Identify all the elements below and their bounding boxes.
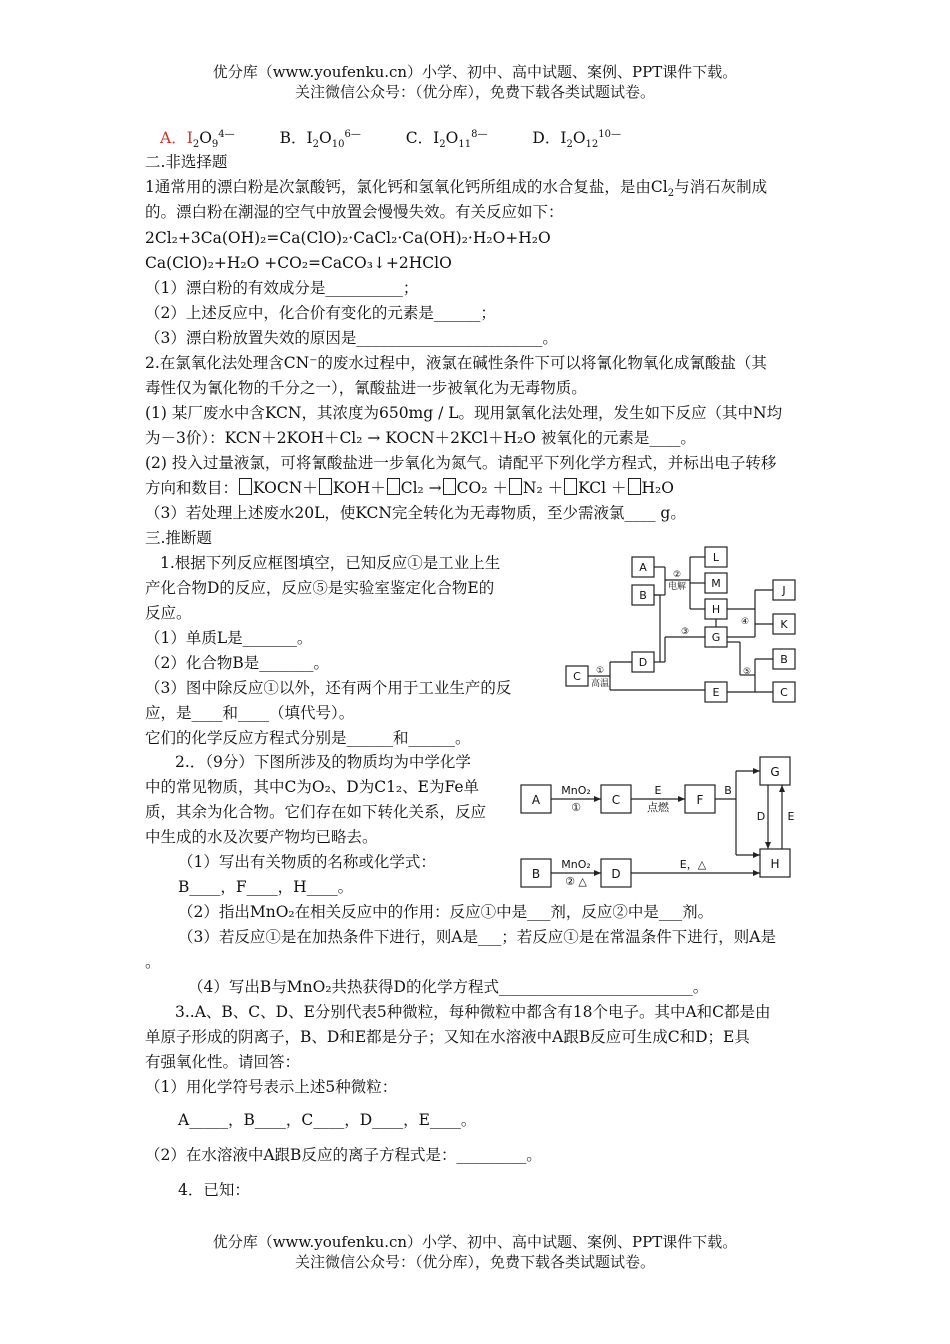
q1-line-1: 1通常用的漂白粉是次氯酸钙，氯化钙和氢氧化钙所组成的水合复盐，是由$Cl_2$与消石灰制成: [145, 178, 768, 200]
s3q1-sub-3c: 它们的化学反应方程式分别是______和______。: [145, 729, 471, 747]
box-l-label: L: [712, 551, 720, 564]
s3q2-sub-4: （4）写出B与MnO₂共热获得D的化学方程式_________________________。: [188, 978, 709, 996]
s3q1-sub-3b: 应，是____和____（填代号）。: [145, 704, 355, 722]
edge-b-label: B: [724, 784, 732, 797]
coefficient-box[interactable]: [564, 478, 577, 495]
s3q3-sub-2: （2）在水溶液中A跟B反应的离子方程式是：_________。: [145, 1146, 542, 1164]
option-a: A．I: [160, 129, 193, 147]
box-j-label: J: [782, 584, 786, 597]
s3q4-line-1: 4．已知：: [178, 1181, 250, 1199]
s3q2-sub-1b: B____，F____，H____。: [178, 878, 354, 896]
electrolysis-label: 电解: [667, 582, 687, 592]
reaction-4-label: ④: [740, 617, 750, 627]
s3q2-line-1: 2.．（9分）下图所涉及的物质均为中学化学: [175, 753, 471, 771]
reaction-1-label: ①: [595, 666, 605, 676]
s3q2-line-3: 质，其余为化合物。它们存在如下转化关系，反应: [145, 803, 487, 821]
coefficient-box[interactable]: [319, 478, 332, 495]
box-a-label: A: [531, 793, 541, 807]
reaction-2-label: ②: [672, 570, 682, 580]
box-h-label: H: [711, 603, 721, 616]
s3q1-sub-2: （2）化合物B是_______。: [145, 654, 330, 672]
reaction-2-label: ② △: [565, 875, 587, 888]
section-title-nonchoice: 二.非选择题: [145, 153, 228, 171]
q2-sub-3: （3）若处理上述废水20L，使KCN完全转化为无毒物质，至少需液氯____ g。: [145, 504, 686, 522]
high-temp-label: 高温: [590, 679, 610, 689]
coefficient-box[interactable]: [387, 478, 400, 495]
ignite-label: 点燃: [647, 801, 669, 814]
box-h-label: H: [770, 857, 780, 871]
option-b: B．$I_2O_{10}^{6—}$: [279, 128, 361, 151]
box-g-label: G: [770, 765, 780, 779]
mno2-label-1: MnO₂: [561, 784, 591, 797]
q1-equation-1: 2Cl₂+3Ca(OH)₂=Ca(ClO)₂·CaCl₂·Ca(OH)₂·H₂O+H₂O: [145, 229, 551, 247]
q1-line-2: 的。漂白粉在潮湿的空气中放置会慢慢失效。有关反应如下：: [145, 203, 564, 221]
box-b-label: B: [639, 589, 647, 602]
edge-e-label: E: [654, 784, 662, 797]
coefficient-box[interactable]: [239, 478, 252, 495]
section-title-inference: 三.推断题: [145, 529, 212, 547]
edge-d-label: D: [756, 810, 766, 823]
s3q3-line-1: 3..A、B、C、D、E分别代表5种微粒，每种微粒中都含有18个电子。其中A和C都是由: [175, 1003, 771, 1021]
box-k-label: K: [780, 618, 788, 631]
footer-line-1: 优分库（www.youfenku.cn）小学、初中、高中试题、案例、PPT课件下载。: [212, 1233, 738, 1251]
reaction-flowchart-2: [518, 752, 808, 892]
q2-line-5: (2) 投入过量液氯，可将氰酸盐进一步氧化为氮气。请配平下列化学方程式，并标出电子转移: [145, 454, 777, 472]
s3q2-line-4: 中生成的水及次要产物均已略去。: [145, 828, 378, 846]
s3q1-sub-1: （1）单质L是_______。: [145, 629, 313, 647]
s3q3-sub-1: （1）用化学符号表示上述5种微粒：: [145, 1078, 398, 1096]
s3q2-sub-2: （2）指出MnO₂在相关反应中的作用：反应①中是___剂，反应②中是___剂。: [178, 903, 714, 921]
box-d-label: D: [638, 656, 648, 669]
q1-equation-2: Ca(ClO)₂+H₂O +CO₂=CaCO₃↓+2HClO: [145, 254, 452, 272]
edge-e-heat-label: E，△: [679, 858, 707, 871]
box-a-label: A: [639, 561, 647, 574]
s3q2-line-2: 中的常见物质，其中C为O₂、D为C1₂、E为Fe单: [145, 778, 480, 796]
option-d: D．$I_2O_{12}^{10—}$: [532, 128, 622, 151]
coefficient-box[interactable]: [509, 478, 522, 495]
box-b-label: B: [531, 867, 541, 881]
q2-line-4: 为－3价）：KCN＋2KOH＋Cl₂ → KOCN＋2KCl＋H₂O 被氧化的元素是____。: [145, 429, 696, 447]
q2-balance-equation: 方向和数目： KOCN＋ KOH＋ Cl₂ → CO₂ ＋ N₂ ＋ KCl ＋ H₂O: [145, 479, 674, 497]
reaction-1-label: ①: [571, 801, 581, 814]
q2-line-1: 2.在氯氧化法处理含CN⁻的废水过程中，液氯在碱性条件下可以将氰化物氧化成氰酸盐（其: [145, 354, 767, 372]
reaction-5-label: ⑤: [742, 667, 752, 677]
option-c: C．$I_2O_{11}^{8—}$: [405, 128, 488, 151]
box-c-label: C: [573, 670, 581, 683]
box-f-label: F: [696, 793, 704, 807]
answer-options: A．$I_2O_9^{4—}$ B．$I_2O_{10}^{6—}$ C．$I_2O_{11}^{8—}$ D．$I_2O_{12}^{10—}$: [160, 128, 622, 151]
s3q3-line-3: 有强氧化性。请回答：: [145, 1053, 301, 1071]
reaction-flowchart-1: [560, 542, 810, 712]
box-d-label: D: [611, 867, 621, 881]
s3q3-line-2: 单原子形成的阴离子，B、D和E都是分子；又知在水溶液中A跟B反应可生成C和D；E具: [145, 1028, 750, 1046]
header-line-2: 关注微信公众号：（优分库），免费下载各类试题试卷。: [294, 83, 655, 101]
q1-sub-1: （1）漂白粉的有效成分是__________；: [145, 279, 419, 297]
box-b2-label: B: [780, 653, 788, 666]
s3q2-sub-1: （1）写出有关物质的名称或化学式：: [178, 853, 436, 871]
q1-sub-3: （3）漂白粉放置失效的原因是________________________。: [145, 329, 558, 347]
reaction-3-label: ③: [680, 627, 690, 637]
q1-sub-2: （2）上述反应中，化合价有变化的元素是______；: [145, 304, 496, 322]
box-c2-label: C: [780, 686, 788, 699]
box-e-label: E: [712, 686, 720, 699]
box-c-label: C: [611, 793, 621, 807]
s3q3-sub-1b: A_____，B____，C____，D____，E____。: [178, 1111, 477, 1129]
s3q1-line-2: 产化合物D的反应，反应⑤是实验室鉴定化合物E的: [145, 579, 495, 597]
s3q1-line-3: 反应。: [145, 604, 192, 622]
mno2-label-2: MnO₂: [561, 858, 591, 871]
s3q1-sub-3: （3）图中除反应①以外，还有两个用于工业生产的反: [145, 679, 512, 697]
coefficient-box[interactable]: [443, 478, 456, 495]
edge-e2-label: E: [787, 810, 795, 823]
footer-line-2: 关注微信公众号：（优分库），免费下载各类试题试卷。: [294, 1253, 655, 1271]
q2-line-3: (1) 某厂废水中含KCN，其浓度为650mg / L。现用氯氧化法处理，发生如下反应（其中N均: [145, 404, 783, 422]
header-line-1: 优分库（www.youfenku.cn）小学、初中、高中试题、案例、PPT课件下载。: [212, 63, 738, 81]
box-m-label: M: [711, 577, 721, 590]
box-g-label: G: [711, 631, 721, 644]
s3q1-line-1: 1.根据下列反应框图填空，已知反应①是工业上生: [160, 554, 501, 572]
coefficient-box[interactable]: [628, 478, 641, 495]
s3q2-sub-3b: 。: [145, 953, 161, 971]
s3q2-sub-3: （3）若反应①是在加热条件下进行，则A是___；若反应①是在常温条件下进行，则A是: [178, 928, 777, 946]
q2-line-2: 毒性仅为氰化物的千分之一），氰酸盐进一步被氧化为无毒物质。: [145, 379, 587, 397]
